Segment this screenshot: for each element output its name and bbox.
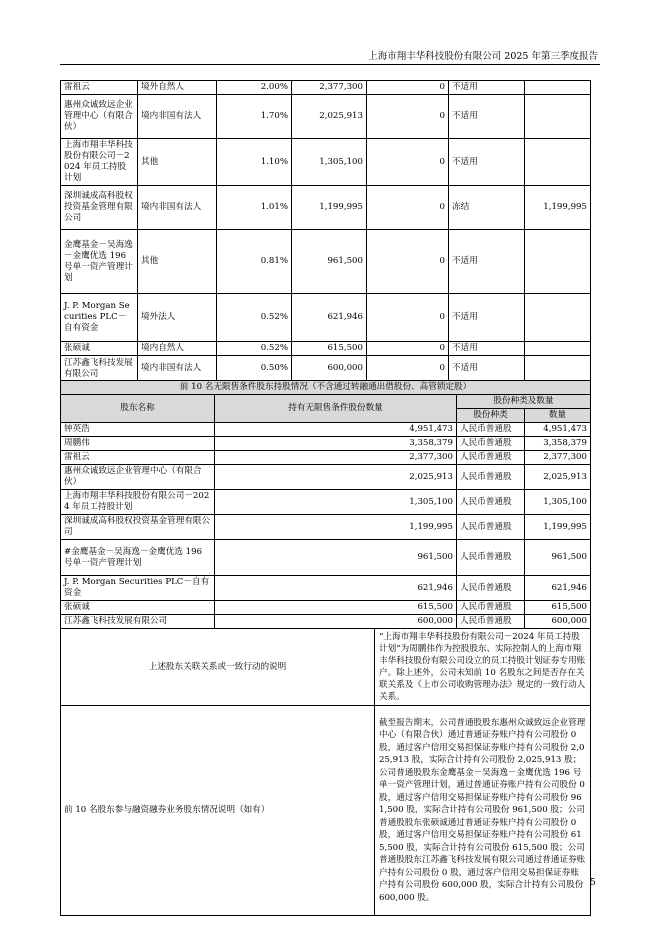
- unrestricted-count: 1,199,995: [525, 515, 591, 540]
- col-header-holder-name: 股东名称: [61, 395, 215, 423]
- holder-type: 境外法人: [138, 294, 217, 342]
- holder-pct: 1.10%: [217, 139, 292, 186]
- unrestricted-qty: 1,199,995: [215, 515, 457, 540]
- unrestricted-name: 上海市翔丰华科技股份有限公司－2024 年员工持股计划: [61, 490, 215, 515]
- unrestricted-count: 961,500: [525, 540, 591, 576]
- top-holders-table: [60, 80, 591, 382]
- unrestricted-row: [61, 601, 591, 615]
- unrestricted-count: 1,305,100: [525, 490, 591, 515]
- holder-type: 其他: [138, 139, 217, 186]
- unrestricted-qty: 2,377,300: [215, 451, 457, 465]
- unrestricted-holders-table: [60, 380, 591, 916]
- unrestricted-qty: 621,946: [215, 576, 457, 601]
- holder-row: [61, 95, 591, 139]
- unrestricted-name: J. P. Morgan Securities PLC－自有资金: [61, 576, 215, 601]
- holder-restricted: 0: [367, 81, 449, 95]
- holder-pledge: 不适用: [449, 230, 525, 294]
- holder-pct: 0.52%: [217, 342, 292, 356]
- holder-row: [61, 186, 591, 230]
- holder-restricted: 0: [367, 186, 449, 230]
- holder-type: 境外自然人: [138, 81, 217, 95]
- holder-restricted: 0: [367, 139, 449, 186]
- unrestricted-kind: 人民币普通股: [457, 576, 525, 601]
- holder-shares: 2,025,913: [292, 95, 367, 139]
- holder-pledge-qty: [525, 139, 591, 186]
- unrestricted-count: 2,025,913: [525, 465, 591, 490]
- holder-pledge-qty: [525, 230, 591, 294]
- header-divider: [60, 64, 600, 65]
- margin-financing-label: 前 10 名股东参与融资融券业务股东情况说明（如有）: [61, 706, 375, 916]
- report-header-title: 上海市翔丰华科技股份有限公司 2025 年第三季度报告: [368, 51, 598, 62]
- unrestricted-qty: 1,305,100: [215, 490, 457, 515]
- unrestricted-name: 周鹏伟: [61, 437, 215, 451]
- unrestricted-name: 深圳诚成高科股权投资基金管理有限公司: [61, 515, 215, 540]
- holder-shares: 1,199,995: [292, 186, 367, 230]
- unrestricted-row: [61, 490, 591, 515]
- unrestricted-kind: 人民币普通股: [457, 437, 525, 451]
- holder-row: [61, 139, 591, 186]
- unrestricted-qty: 4,951,473: [215, 423, 457, 437]
- unrestricted-row: [61, 576, 591, 601]
- unrestricted-name: 惠州众诚致远企业管理中心（有限合伙）: [61, 465, 215, 490]
- holder-pledge: 不适用: [449, 81, 525, 95]
- holder-name: 张硕诚: [61, 342, 138, 356]
- unrestricted-row: [61, 437, 591, 451]
- margin-financing-text: 截至报告期末，公司普通股股东惠州众诚致远企业管理中心（有限合伙）通过普通证券账户持有公司股份 0 股，通过客户信用交易担保证券账户持有公司股份 2,025,913 股，实际合计持有公司股份 2,025,913 股；公司普通股股东金鹰基金－吴海逸－金鹰优选 196 号单一资产管理计划，通过普通证券账户持有公司股份 0 股，通过客户信用交易担保证券账户持有公司股份 961,500 股，实际合计持有公司股份 961,500 股；公司普通股股东张硕诚通过普通证券账户持有公司股份 0 股，通过客户信用交易担保证券账户持有公司股份 615,500 股，实际合计持有公司股份 615,500 股；公司普通股股东江苏鑫飞科技发展有限公司通过普通证券账户持有公司股份 0 股，通过客户信用交易担保证券账户持有公司股份 600,000 股，实际合计持有公司股份 600,000 股。: [375, 706, 591, 916]
- unrestricted-kind: 人民币普通股: [457, 540, 525, 576]
- unrestricted-kind: 人民币普通股: [457, 615, 525, 629]
- unrestricted-count: 2,377,300: [525, 451, 591, 465]
- unrestricted-qty: 2,025,913: [215, 465, 457, 490]
- unrestricted-count: 615,500: [525, 601, 591, 615]
- unrestricted-name: 江苏鑫飞科技发展有限公司: [61, 615, 215, 629]
- holder-pct: 0.50%: [217, 356, 292, 382]
- holder-type: 境内非国有法人: [138, 95, 217, 139]
- holder-row: [61, 356, 591, 382]
- holder-type: 境内非国有法人: [138, 186, 217, 230]
- unrestricted-row: [61, 465, 591, 490]
- col-header-share-kind-group: 股份种类及数量: [457, 395, 591, 409]
- holder-name: 深圳诚成高科股权投资基金管理有限公司: [61, 186, 138, 230]
- holder-pledge: 不适用: [449, 342, 525, 356]
- holder-pct: 1.01%: [217, 186, 292, 230]
- unrestricted-kind: 人民币普通股: [457, 515, 525, 540]
- holder-name: J. P. Morgan Securities PLC－自有资金: [61, 294, 138, 342]
- holder-row: [61, 342, 591, 356]
- holder-shares: 961,500: [292, 230, 367, 294]
- holder-restricted: 0: [367, 356, 449, 382]
- holder-pledge-qty: [525, 356, 591, 382]
- holder-name: 雷祖云: [61, 81, 138, 95]
- holder-type: 其他: [138, 230, 217, 294]
- unrestricted-count: 3,358,379: [525, 437, 591, 451]
- unrestricted-kind: 人民币普通股: [457, 423, 525, 437]
- holder-row: [61, 230, 591, 294]
- relations-label: 上述股东关联关系或一致行动的说明: [61, 629, 375, 706]
- holder-row: [61, 81, 591, 95]
- unrestricted-row: [61, 615, 591, 629]
- col-header-unrestricted-qty: 持有无限售条件股份数量: [215, 395, 457, 423]
- holder-name: 金鹰基金－吴海逸－金鹰优选 196 号单一资产管理计划: [61, 230, 138, 294]
- holder-pct: 1.70%: [217, 95, 292, 139]
- unrestricted-kind: 人民币普通股: [457, 601, 525, 615]
- unrestricted-name: 钟英浩: [61, 423, 215, 437]
- unrestricted-qty: 600,000: [215, 615, 457, 629]
- col-header-share-count: 数量: [525, 409, 591, 423]
- unrestricted-row: [61, 423, 591, 437]
- page-number: 5: [590, 878, 596, 888]
- holder-pct: 0.52%: [217, 294, 292, 342]
- relations-text: “上海市翔丰华科技股份有限公司－2024 年员工持股计划”为周鹏伟作为控股股东、实际控制人的上海市翔丰华科技股份有限公司设立的员工持股计划证券专用账户。除上述外，公司未知前 10 名股东之间是否存在关联关系及《上市公司收购管理办法》规定的一致行动人关系。: [375, 629, 591, 706]
- holder-name: 上海市翔丰华科技股份有限公司－2024 年员工持股计划: [61, 139, 138, 186]
- holder-pledge: 不适用: [449, 95, 525, 139]
- holder-pledge-qty: [525, 294, 591, 342]
- unrestricted-kind: 人民币普通股: [457, 490, 525, 515]
- holder-pledge: 不适用: [449, 356, 525, 382]
- unrestricted-count: 621,946: [525, 576, 591, 601]
- unrestricted-count: 600,000: [525, 615, 591, 629]
- holder-restricted: 0: [367, 342, 449, 356]
- holder-pledge: 不适用: [449, 139, 525, 186]
- unrestricted-qty: 961,500: [215, 540, 457, 576]
- holder-name: 惠州众诚致远企业管理中心（有限合伙）: [61, 95, 138, 139]
- unrestricted-kind: 人民币普通股: [457, 451, 525, 465]
- holder-pledge-qty: [525, 81, 591, 95]
- holder-pct: 2.00%: [217, 81, 292, 95]
- unrestricted-name: #金鹰基金－吴海逸－金鹰优选 196 号单一资产管理计划: [61, 540, 215, 576]
- holder-pledge-qty: [525, 342, 591, 356]
- unrestricted-count: 4,951,473: [525, 423, 591, 437]
- holder-pledge: 不适用: [449, 294, 525, 342]
- unrestricted-row: [61, 540, 591, 576]
- unrestricted-qty: 615,500: [215, 601, 457, 615]
- holder-name: 江苏鑫飞科技发展有限公司: [61, 356, 138, 382]
- holder-pledge-qty: [525, 95, 591, 139]
- holder-row: [61, 294, 591, 342]
- unrestricted-name: 雷祖云: [61, 451, 215, 465]
- holder-shares: 621,946: [292, 294, 367, 342]
- holder-shares: 600,000: [292, 356, 367, 382]
- unrestricted-section-title: 前 10 名无限售条件股东持股情况（不含通过转融通出借股份、高管锁定股）: [61, 381, 591, 395]
- unrestricted-kind: 人民币普通股: [457, 465, 525, 490]
- unrestricted-qty: 3,358,379: [215, 437, 457, 451]
- holder-restricted: 0: [367, 230, 449, 294]
- holder-shares: 1,305,100: [292, 139, 367, 186]
- unrestricted-name: 张硕诚: [61, 601, 215, 615]
- holder-shares: 2,377,300: [292, 81, 367, 95]
- holder-type: 境内自然人: [138, 342, 217, 356]
- unrestricted-row: [61, 515, 591, 540]
- col-header-share-kind: 股份种类: [457, 409, 525, 423]
- holder-pledge: 冻结: [449, 186, 525, 230]
- holder-restricted: 0: [367, 95, 449, 139]
- holder-pledge-qty: 1,199,995: [525, 186, 591, 230]
- holder-restricted: 0: [367, 294, 449, 342]
- holder-pct: 0.81%: [217, 230, 292, 294]
- holder-shares: 615,500: [292, 342, 367, 356]
- holder-type: 境内非国有法人: [138, 356, 217, 382]
- unrestricted-row: [61, 451, 591, 465]
